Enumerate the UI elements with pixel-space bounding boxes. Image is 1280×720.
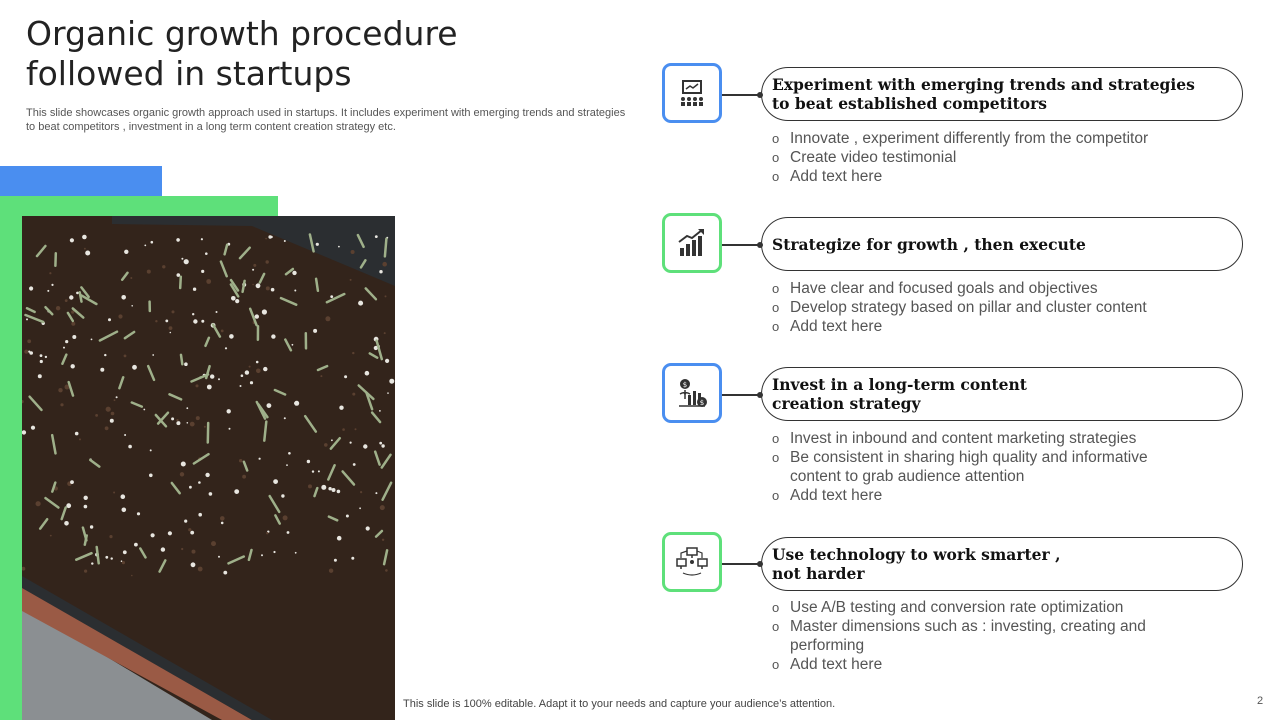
soil-speck bbox=[218, 378, 220, 380]
bullet-item: o Master dimensions such as : investing, creating and performing bbox=[772, 617, 1192, 655]
soil-speck bbox=[332, 488, 336, 492]
soil-speck bbox=[131, 575, 133, 577]
step-4-heading-pill bbox=[761, 537, 1243, 591]
soil-speck bbox=[363, 444, 367, 448]
soil-speck bbox=[351, 250, 355, 254]
soil-speck bbox=[313, 329, 317, 333]
soil-speck bbox=[352, 393, 355, 396]
soil-speck bbox=[283, 515, 288, 520]
soil-speck bbox=[379, 270, 382, 273]
soil-speck bbox=[109, 535, 112, 538]
soil-speck bbox=[176, 238, 180, 242]
soil-speck bbox=[241, 374, 244, 377]
soil-speck bbox=[227, 409, 231, 413]
soil-speck bbox=[91, 562, 93, 564]
soil-speck bbox=[124, 355, 127, 358]
soil-speck bbox=[210, 374, 214, 378]
soil-speck bbox=[60, 403, 63, 406]
soil-speck bbox=[176, 421, 180, 425]
bullet-item: o Add text here bbox=[772, 167, 1192, 186]
soil-speck bbox=[162, 265, 165, 268]
soil-speck bbox=[124, 434, 126, 436]
soil-speck bbox=[318, 470, 320, 472]
soil-speck bbox=[180, 472, 184, 476]
soil-speck bbox=[184, 362, 188, 366]
soil-speck bbox=[221, 330, 224, 333]
soil-speck bbox=[266, 286, 270, 290]
soil-speck bbox=[307, 460, 310, 463]
step-2-icon-box bbox=[662, 213, 722, 273]
soil-speck bbox=[72, 335, 76, 339]
soil-speck bbox=[385, 569, 388, 572]
soil-speck bbox=[330, 295, 333, 298]
blue-accent-bar bbox=[0, 166, 162, 196]
soil-speck bbox=[271, 334, 275, 338]
soil-speck bbox=[198, 481, 201, 484]
soil-speck bbox=[38, 374, 42, 378]
soil-speck bbox=[201, 238, 203, 240]
soil-speck bbox=[389, 379, 394, 384]
soil-speck bbox=[143, 409, 145, 411]
soil-speck bbox=[40, 360, 43, 363]
soil-speck bbox=[204, 426, 206, 428]
soil-speck bbox=[221, 522, 224, 525]
soil-speck bbox=[105, 426, 109, 430]
soil-speck bbox=[111, 412, 115, 416]
soil-speck bbox=[380, 505, 385, 510]
soil-speck bbox=[24, 350, 28, 354]
soil-speck bbox=[337, 490, 341, 494]
soil-speck bbox=[40, 354, 43, 357]
slide-subtitle: This slide showcases organic growth approach used in startups. It includes experiment with emerging trends and strategies to beat competitors , investment in a long term content creation strategy etc. bbox=[26, 107, 626, 133]
step-4-connector bbox=[722, 563, 762, 565]
step-4-icon-box bbox=[662, 532, 722, 592]
soil-speck bbox=[113, 492, 115, 494]
soil-speck bbox=[205, 252, 208, 255]
soil-speck bbox=[344, 375, 347, 378]
step-2-connector bbox=[722, 244, 762, 246]
soil-speck bbox=[256, 361, 259, 364]
soil-speck bbox=[352, 352, 354, 354]
soil-speck bbox=[235, 299, 239, 303]
soil-speck bbox=[150, 449, 152, 451]
soil-speck bbox=[130, 277, 132, 279]
soil-speck bbox=[116, 396, 118, 398]
sprout-leaf bbox=[80, 292, 82, 301]
soil-speck bbox=[193, 319, 197, 323]
soil-speck bbox=[65, 299, 68, 302]
soil-speck bbox=[134, 543, 138, 547]
soil-speck bbox=[281, 494, 284, 497]
soil-speck bbox=[124, 250, 128, 254]
soil-speck bbox=[252, 284, 254, 286]
soil-speck bbox=[201, 270, 204, 273]
network-computers-icon bbox=[675, 547, 709, 577]
soil-speck bbox=[206, 279, 211, 284]
bullet-item: o Use A/B testing and conversion rate optimization bbox=[772, 598, 1192, 617]
soil-speck bbox=[379, 410, 381, 412]
soil-speck bbox=[111, 557, 113, 559]
soil-speck bbox=[91, 339, 93, 341]
soil-speck bbox=[350, 279, 352, 281]
soil-speck bbox=[51, 284, 53, 286]
footer-note: This slide is 100% editable. Adapt it to your needs and capture your audience’s attention. bbox=[403, 698, 836, 710]
investment-icon bbox=[676, 377, 708, 409]
soil-speck bbox=[104, 354, 106, 356]
soil-speck bbox=[165, 320, 168, 323]
soil-speck bbox=[365, 371, 370, 376]
soil-speck bbox=[71, 322, 75, 326]
soil-speck bbox=[189, 486, 192, 489]
soil-speck bbox=[151, 241, 154, 244]
soil-speck bbox=[106, 407, 111, 412]
soil-speck bbox=[294, 290, 296, 292]
step-3-heading: Invest in a long-term content creation strategy bbox=[772, 375, 1027, 413]
seedlings-photo bbox=[22, 216, 395, 720]
soil-speck bbox=[242, 475, 246, 479]
soil-speck bbox=[100, 368, 104, 372]
soil-speck bbox=[337, 536, 342, 541]
soil-speck bbox=[231, 296, 236, 301]
soil-speck bbox=[64, 521, 69, 526]
soil-speck bbox=[84, 248, 86, 250]
soil-speck bbox=[149, 474, 153, 478]
soil-speck bbox=[70, 480, 74, 484]
soil-speck bbox=[379, 442, 382, 445]
soil-speck bbox=[50, 535, 52, 537]
soil-speck bbox=[358, 301, 363, 306]
soil-speck bbox=[190, 422, 195, 427]
soil-speck bbox=[223, 571, 227, 575]
soil-speck bbox=[85, 251, 90, 256]
soil-speck bbox=[69, 295, 73, 299]
soil-speck bbox=[292, 344, 294, 346]
soil-speck bbox=[229, 334, 234, 339]
soil-speck bbox=[382, 262, 387, 267]
soil-speck bbox=[325, 316, 330, 321]
soil-speck bbox=[176, 419, 178, 421]
soil-speck bbox=[191, 562, 196, 567]
soil-speck bbox=[122, 508, 127, 513]
sprout-leaf bbox=[385, 239, 387, 257]
step-1-heading: Experiment with emerging trends and strategies to beat established competitors bbox=[772, 75, 1195, 113]
soil-speck bbox=[82, 235, 87, 240]
soil-speck bbox=[360, 491, 362, 493]
soil-speck bbox=[308, 484, 312, 488]
soil-speck bbox=[220, 516, 225, 521]
soil-speck bbox=[186, 407, 188, 409]
svg-text:$: $ bbox=[699, 399, 705, 407]
soil-speck bbox=[188, 528, 191, 531]
soil-speck bbox=[181, 258, 183, 260]
soil-speck bbox=[201, 320, 204, 323]
soil-speck bbox=[229, 428, 231, 430]
step-3-icon-box bbox=[662, 363, 722, 423]
sprout-leaf bbox=[180, 277, 181, 288]
bullet-item: o Develop strategy based on pillar and cluster content bbox=[772, 298, 1192, 317]
soil-speck bbox=[266, 260, 269, 263]
soil-speck bbox=[152, 354, 154, 356]
soil-speck bbox=[29, 286, 33, 290]
soil-speck bbox=[292, 271, 296, 275]
soil-speck bbox=[105, 556, 108, 559]
slide-title: Organic growth procedure followed in startups bbox=[26, 14, 458, 93]
soil-speck bbox=[137, 512, 140, 515]
soil-speck bbox=[384, 332, 386, 334]
soil-speck bbox=[211, 541, 216, 546]
step-4-heading: Use technology to work smarter , not harder bbox=[772, 545, 1061, 583]
soil-speck bbox=[90, 525, 93, 528]
soil-speck bbox=[256, 369, 261, 374]
soil-speck bbox=[84, 496, 88, 500]
soil-speck bbox=[205, 473, 209, 477]
soil-speck bbox=[198, 513, 202, 517]
soil-speck bbox=[287, 531, 290, 534]
soil-speck bbox=[350, 442, 352, 444]
soil-speck bbox=[71, 364, 75, 368]
soil-speck bbox=[339, 406, 343, 410]
soil-speck bbox=[316, 243, 319, 246]
soil-speck bbox=[355, 428, 357, 430]
soil-speck bbox=[187, 422, 189, 424]
step-3-heading-pill bbox=[761, 367, 1243, 421]
soil-speck bbox=[95, 414, 98, 417]
soil-speck bbox=[76, 292, 79, 295]
bullet-item: o Create video testimonial bbox=[772, 148, 1192, 167]
soil-speck bbox=[193, 288, 196, 291]
soil-speck bbox=[385, 295, 387, 297]
soil-speck bbox=[366, 526, 370, 530]
soil-speck bbox=[387, 392, 389, 394]
soil-speck bbox=[294, 401, 299, 406]
soil-speck bbox=[79, 438, 81, 440]
growth-chart-icon bbox=[677, 228, 707, 258]
soil-speck bbox=[342, 428, 345, 431]
soil-speck bbox=[351, 557, 354, 560]
soil-speck bbox=[114, 399, 116, 401]
soil-speck bbox=[331, 439, 333, 441]
soil-speck bbox=[261, 554, 263, 556]
bullet-item: o Add text here bbox=[772, 655, 1192, 674]
soil-speck bbox=[147, 270, 151, 274]
soil-speck bbox=[49, 272, 51, 274]
soil-speck bbox=[161, 547, 165, 551]
soil-speck bbox=[273, 479, 278, 484]
soil-speck bbox=[168, 531, 172, 535]
soil-speck bbox=[286, 464, 288, 466]
soil-speck bbox=[245, 370, 249, 374]
step-3-bullets bbox=[772, 429, 1192, 505]
soil-speck bbox=[131, 305, 133, 307]
soil-speck bbox=[268, 235, 271, 238]
soil-speck bbox=[253, 264, 256, 267]
soil-speck bbox=[169, 326, 173, 330]
soil-speck bbox=[207, 385, 212, 390]
soil-speck bbox=[58, 388, 62, 392]
soil-speck bbox=[338, 246, 340, 248]
step-4-bullets bbox=[772, 598, 1192, 674]
soil-speck bbox=[123, 550, 127, 554]
sprout-leaf bbox=[316, 279, 318, 291]
soil-speck bbox=[181, 548, 183, 550]
soil-speck bbox=[108, 318, 111, 321]
soil-speck bbox=[192, 550, 196, 554]
soil-speck bbox=[234, 489, 239, 494]
soil-speck bbox=[151, 533, 155, 537]
soil-speck bbox=[375, 235, 378, 238]
soil-speck bbox=[75, 432, 79, 436]
soil-speck bbox=[328, 487, 331, 490]
soil-speck bbox=[382, 539, 384, 541]
soil-speck bbox=[271, 288, 275, 292]
soil-speck bbox=[240, 385, 242, 387]
bullet-item: o Invest in inbound and content marketing strategies bbox=[772, 429, 1192, 448]
soil-speck bbox=[65, 340, 68, 343]
soil-speck bbox=[259, 458, 261, 460]
step-2-heading: Strategize for growth , then execute bbox=[772, 234, 1086, 254]
step-1-icon-box bbox=[662, 63, 722, 123]
soil-speck bbox=[284, 417, 286, 419]
soil-speck bbox=[312, 470, 314, 472]
soil-speck bbox=[63, 347, 65, 349]
soil-speck bbox=[218, 556, 220, 558]
soil-speck bbox=[27, 339, 31, 343]
soil-speck bbox=[122, 561, 125, 564]
soil-speck bbox=[284, 240, 286, 242]
soil-speck bbox=[324, 443, 328, 447]
green-accent-strip bbox=[0, 196, 22, 720]
soil-speck bbox=[181, 462, 186, 467]
soil-speck bbox=[225, 347, 227, 349]
bullet-item: o Be consistent in sharing high quality and informative content to grab audience attention bbox=[772, 448, 1192, 486]
soil-speck bbox=[171, 417, 174, 420]
step-1-connector bbox=[722, 94, 762, 96]
soil-speck bbox=[252, 269, 254, 271]
page-number: 2 bbox=[1257, 695, 1264, 707]
step-1-bullets bbox=[772, 129, 1192, 186]
soil-speck bbox=[381, 444, 384, 447]
soil-speck bbox=[321, 485, 326, 490]
bullet-item: o Innovate , experiment differently from the competitor bbox=[772, 129, 1192, 148]
soil-speck bbox=[84, 570, 87, 573]
soil-speck bbox=[250, 381, 253, 384]
soil-speck bbox=[353, 463, 356, 466]
soil-speck bbox=[121, 494, 126, 499]
soil-speck bbox=[255, 314, 259, 318]
soil-speck bbox=[267, 403, 272, 408]
soil-speck bbox=[172, 310, 175, 313]
svg-text:$: $ bbox=[682, 381, 688, 389]
soil-speck bbox=[385, 359, 389, 363]
sprout-leaf bbox=[181, 355, 182, 364]
soil-speck bbox=[121, 295, 126, 300]
soil-speck bbox=[375, 492, 377, 494]
soil-speck bbox=[320, 375, 322, 377]
soil-speck bbox=[184, 259, 189, 264]
soil-speck bbox=[184, 520, 187, 523]
soil-speck bbox=[198, 567, 203, 572]
soil-speck bbox=[216, 311, 218, 313]
step-3-connector bbox=[722, 394, 762, 396]
soil-speck bbox=[196, 384, 199, 387]
soil-speck bbox=[273, 551, 275, 553]
soil-speck bbox=[288, 452, 291, 455]
soil-speck bbox=[84, 505, 88, 509]
soil-speck bbox=[56, 306, 60, 310]
soil-speck bbox=[26, 318, 28, 320]
soil-speck bbox=[359, 507, 361, 509]
soil-speck bbox=[249, 366, 251, 368]
soil-speck bbox=[66, 503, 71, 508]
soil-speck bbox=[47, 290, 49, 292]
soil-speck bbox=[144, 245, 146, 247]
soil-speck bbox=[266, 532, 268, 534]
soil-speck bbox=[110, 419, 114, 423]
soil-speck bbox=[177, 273, 181, 277]
soil-speck bbox=[36, 501, 41, 506]
bullet-item: o Have clear and focused goals and objectives bbox=[772, 279, 1192, 298]
soil-speck bbox=[256, 283, 261, 288]
soil-speck bbox=[192, 313, 194, 315]
soil-speck bbox=[346, 515, 349, 518]
soil-speck bbox=[263, 367, 267, 371]
soil-speck bbox=[190, 531, 194, 535]
soil-speck bbox=[170, 332, 172, 334]
soil-speck bbox=[31, 426, 35, 430]
soil-speck bbox=[132, 365, 137, 370]
green-accent-bar bbox=[0, 196, 278, 216]
soil-speck bbox=[209, 492, 213, 496]
soil-speck bbox=[295, 552, 297, 554]
soil-speck bbox=[118, 314, 122, 318]
bullet-item: o Add text here bbox=[772, 317, 1192, 336]
soil-speck bbox=[70, 238, 74, 242]
presentation-icon bbox=[678, 79, 706, 107]
soil-speck bbox=[265, 238, 267, 240]
bullet-item: o Add text here bbox=[772, 486, 1192, 505]
soil-speck bbox=[196, 416, 200, 420]
soil-speck bbox=[128, 445, 132, 449]
soil-speck bbox=[155, 320, 157, 322]
step-2-heading-pill bbox=[761, 217, 1243, 271]
soil-speck bbox=[334, 559, 337, 562]
soil-speck bbox=[45, 356, 47, 358]
soil-speck bbox=[262, 309, 267, 314]
soil-speck bbox=[28, 351, 30, 353]
soil-speck bbox=[239, 459, 242, 462]
step-1-heading-pill bbox=[761, 67, 1243, 121]
step-2-bullets bbox=[772, 279, 1192, 336]
soil-speck bbox=[329, 569, 333, 573]
